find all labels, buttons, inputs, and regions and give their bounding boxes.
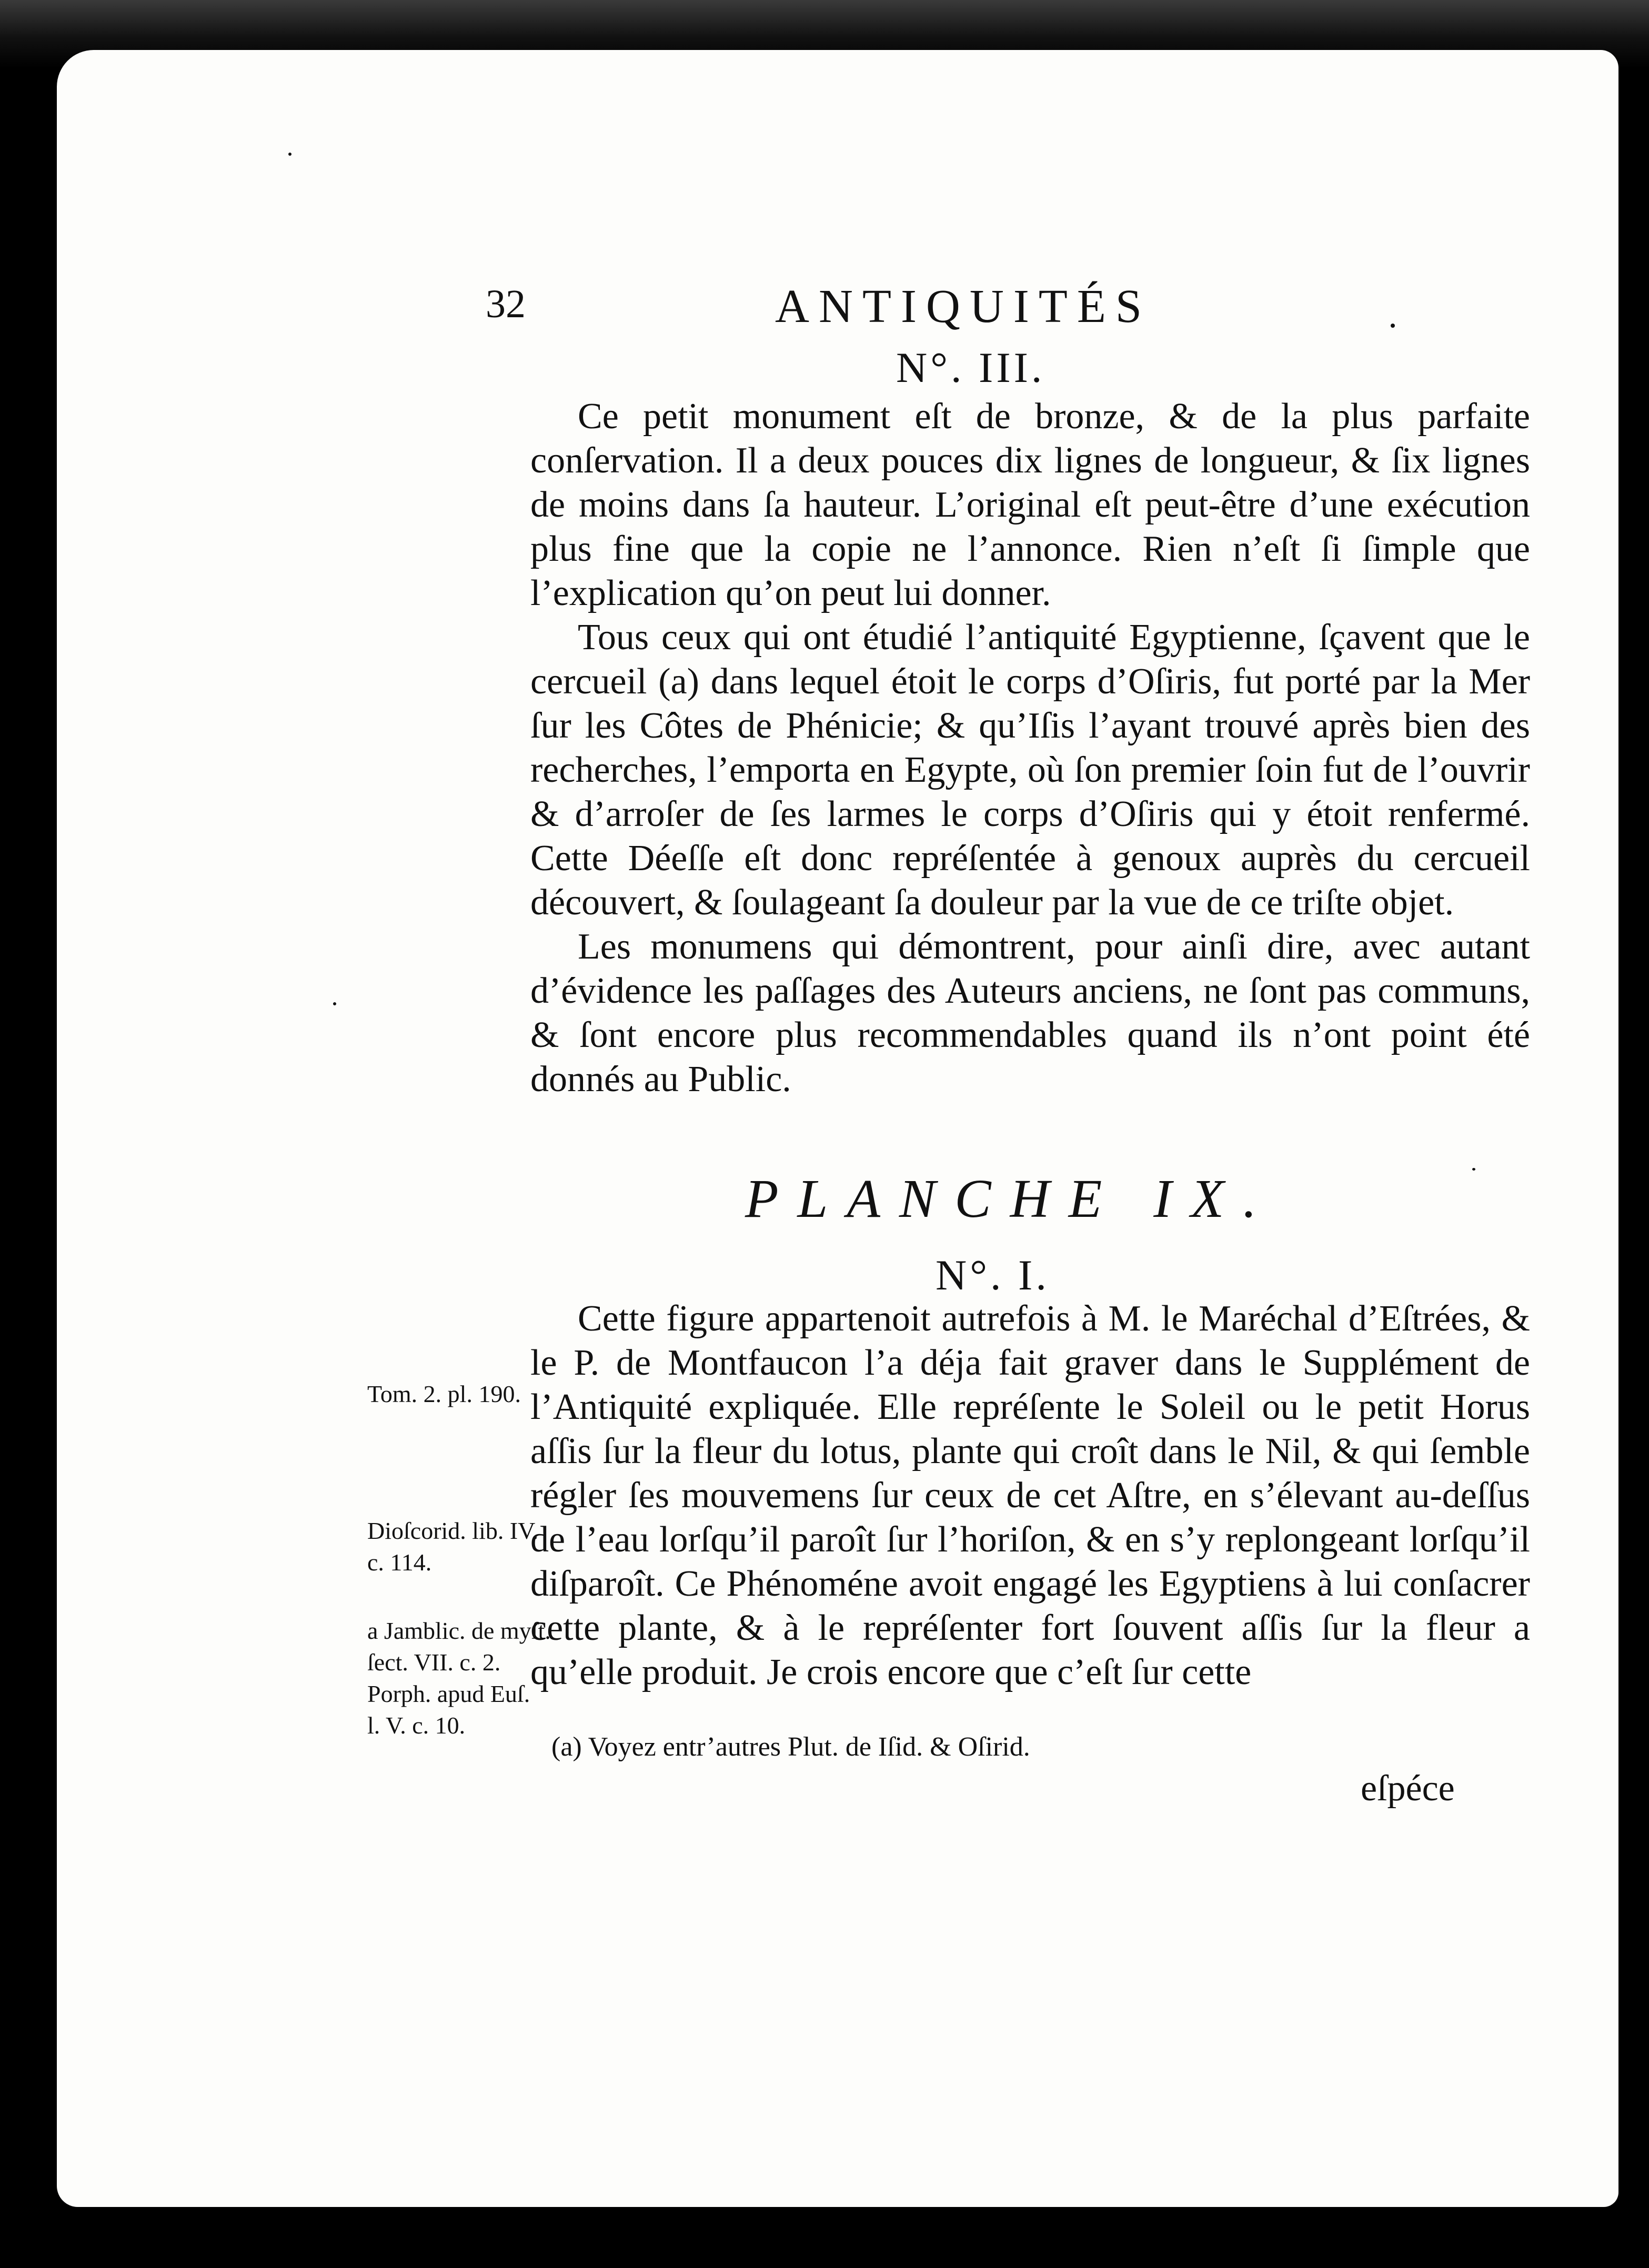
marginal-note (367, 1615, 551, 1741)
marginal-note (367, 1515, 538, 1578)
ink-speck (1391, 324, 1395, 328)
paragraph: Ce petit monument eſt de bronze, & de la plus parfaite conſervation. Il a deux pouces dix lignes de longueur, & ſix lignes de moins dans ſa hauteur. L’original eſt peut-être d’une exécution plus fine que la copie ne l’annonce. Rien n’eſt ſi ſimple que l’explication qu’on peut lui donner. (530, 396, 1530, 613)
section-2-text (530, 1297, 1530, 1695)
ink-speck (288, 153, 291, 156)
section-heading-no-1: N°. I. (936, 1251, 1050, 1299)
paragraph: Cette figure appartenoit autrefois à M. le Maréchal d’Eſtrées, & le P. de Montfaucon l’a déja fait graver dans le Supplément de l’Antiquité expliquée. Elle repréſente le Soleil ou le petit Horus aſſis ſur la fleur du lotus, plante qui croît dans le Nil, & qui ſemble régler ſes mouvemens ſur ceux de cet Aſtre, en s’élevant au-deſſus de l’eau lorſqu’il paroît ſur l’horiſon, & en s’y replongeant lorſqu’il diſparoît. Ce Phénoméne avoit engagé les Egyptiens à lui conſacrer cette plante, & à le repréſenter fort ſouvent aſſis ſur la fleur a qu’elle produit. Je crois encore que c’eſt ſur cette (530, 1298, 1530, 1692)
section-1-text (530, 395, 1530, 1102)
marginal-note (367, 1378, 521, 1410)
marginal-note-line: l. V. c. 10. (367, 1712, 466, 1739)
marginal-note-line: a Jamblic. de myſt. (367, 1617, 551, 1644)
paragraph: Les monumens qui démontrent, pour ainſi dire, avec autant d’évidence les paſſages des Auteurs anciens, ne ſont pas communs, & ſont encore plus recommendables quand ils n’ont point été donnés au Public. (530, 926, 1530, 1100)
page-header (57, 231, 1618, 332)
paragraph: Tous ceux qui ont étudié l’antiquité Egyptienne, ſçavent que le cercueil (a) dans lequel étoit le corps d’Oſiris, fut porté par la Mer ſur les Côtes de Phénicie; & qu’Iſis l’ayant trouvé après bien des recherches, l’emporta en Egypte, où ſon premier ſoin fut de l’ouvrir & d’arroſer de ſes larmes le corps d’Oſiris qui y étoit renfermé. Cette Déeſſe eſt donc repréſentée à genoux auprès du cercueil découvert, & ſoulageant ſa douleur par la vue de ce triſte objet. (530, 617, 1530, 923)
section-heading-no-3: N°. III. (896, 344, 1045, 391)
marginal-note-line: ſect. VII. c. 2. (367, 1649, 501, 1676)
ink-speck (1472, 1168, 1475, 1171)
marginal-note-line: Porph. apud Euſ. (367, 1680, 530, 1707)
marginal-note-line: Tom. 2. pl. 190. (367, 1380, 521, 1407)
marginal-note-line: Dioſcorid. lib. IV. (367, 1517, 538, 1544)
plate-heading: PLANCHE IX. (745, 1168, 1276, 1229)
catchword: eſpéce (1361, 1768, 1455, 1809)
marginal-note-line: c. 114. (367, 1549, 432, 1576)
page-number: 32 (486, 282, 526, 326)
running-head: ANTIQUITÉS (775, 280, 1151, 332)
footnote: (a) Voyez entr’autres Plut. de Iſid. & Oſirid. (551, 1732, 1030, 1762)
ink-speck (333, 1002, 336, 1005)
book-page (57, 50, 1618, 2207)
